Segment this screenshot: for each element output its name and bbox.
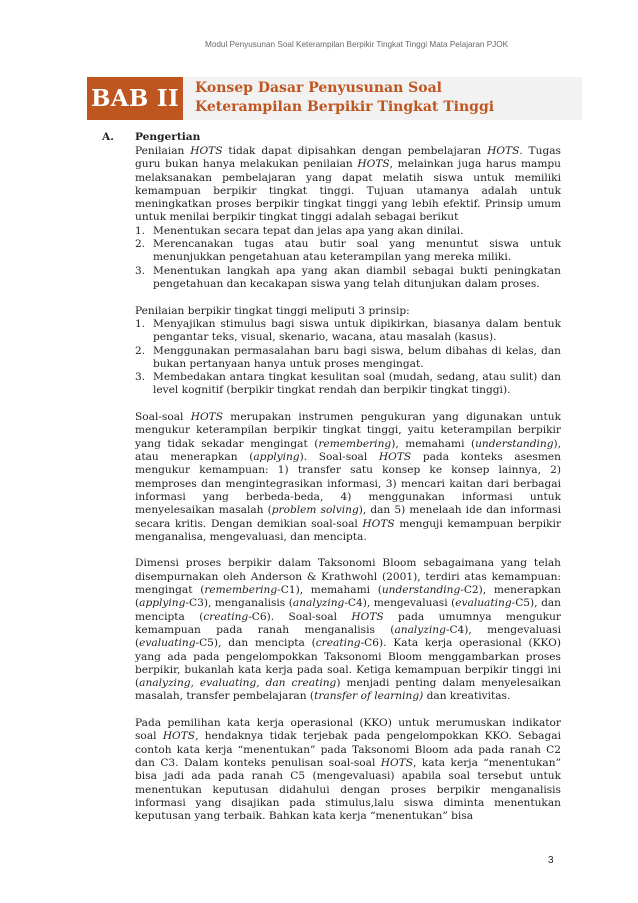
list-item [135,225,561,238]
list-item-text: Merencanakan tugas atau butir soal yang menuntut siswa untuk menunjukkan pengetahuan atau keterampilan yang mereka miliki. [153,238,561,264]
paragraph-kko: Pada pemilihan kata kerja operasional (KKO) untuk merumuskan indikator soal HOTS, hendaknya tidak terjebak pada pengelompokkan KKO. Sebagai contoh kata kerja “menentukan” pada Taksonomi Bloom ada pada ranah C2 dan C3. Dalam konteks penulisan soal-soal HOTS, kata kerja “menentukan” bisa jadi ada pada ranah C5 (mengevaluasi) apabila soal tersebut untuk menentukan keputusan didahului dengan proses berpikir menganalisis informasi yang disajikan pada stimulus,lalu siswa diminta menentukan keputusan yang terbaik. Bahkan kata kerja “menentukan” bisa [135,717,561,823]
list-item [135,265,561,292]
list-item-text: Menentukan secara tepat dan jelas apa yang akan dinilai. [153,224,464,237]
list-item-number: 2. [135,238,146,251]
list-item [135,371,561,398]
list-item-number: 3. [135,264,146,277]
chapter-title-line-2: Keterampilan Berpikir Tingkat Tinggi [195,99,495,115]
list-item [135,345,561,372]
running-header: Modul Penyusunan Soal Keterampilan Berpikir Tingkat Tinggi Mata Pelajaran PJOK [205,40,509,49]
hots-principles-list [135,318,561,398]
list-item-number: 1. [135,317,146,330]
list-item-text: Menentukan langkah apa yang akan diambil sebagai bukti peningkatan pengetahuan dan kecakapan siswa yang telah ditunjukan dalam proses. [153,264,561,290]
section-title: Pengertian [135,131,201,143]
section-heading [102,131,200,144]
chapter-label: BAB II [87,77,183,120]
principles-list [135,225,561,291]
paragraph-principles: Penilaian berpikir tingkat tinggi meliputi 3 prinsip: [135,304,410,317]
list-item-number: 2. [135,344,146,357]
body-content [135,145,561,824]
paragraph-intro: Penilaian HOTS tidak dapat dipisahkan dengan pembelajaran HOTS. Tugas guru bukan hanya melakukan penilaian HOTS, melainkan juga harus mampu melaksanakan pembelajaran yang dapat melatih siswa untuk memiliki kemampuan berpikir tingkat tinggi. Tujuan utamanya adalah untuk meningkatkan proses berpikir tingkat tinggi yang lebih efektif. Prinsip umum untuk menilai berpikir tingkat tinggi adalah sebagai berikut [135,145,561,224]
paragraph-hots-definition: Soal-soal HOTS merupakan instrumen pengukuran yang digunakan untuk mengukur keterampilan berpikir tingkat tinggi, yaitu keterampilan berpikir yang tidak sekadar mengingat (remembering), memahami (understanding), atau menerapkan (applying). Soal-soal HOTS pada konteks asesmen mengukur kemampuan: 1) transfer satu konsep ke konsep lainnya, 2) memproses dan mengintegrasikan informasi, 3) mencari kaitan dari berbagai informasi yang berbeda-beda, 4) menggunakan informasi untuk menyelesaikan masalah (problem solving), dan 5) menelaah ide dan informasi secara kritis. Dengan demikian soal-soal HOTS menguji kemampuan berpikir menganalisa, mengevaluasi, dan mencipta. [135,411,562,543]
list-item-text: Membedakan antara tingkat kesulitan soal (mudah, sedang, atau sulit) dan level kognitif (berpikir tingkat rendah dan berpikir tingkat tinggi). [153,371,561,397]
paragraph-bloom-taxonomy: Dimensi proses berpikir dalam Taksonomi Bloom sebagaimana yang telah disempurnakan oleh Anderson & Krathwohl (2001), terdiri atas kemampuan: mengingat (remembering-C1), memahami (understanding-C2), menerapkan (applying-C3), menganalisis (analyzing-C4), mengevaluasi (evaluating-C5), dan mencipta (creating-C6). Soal-soal HOTS pada umumnya mengukur kemampuan pada ranah menganalisis (analyzing-C4), mengevaluasi (evaluating-C5), dan mencipta (creating-C6). Kata kerja operasional (KKO) yang ada pada pengelompokkan Taksonomi Bloom menggambarkan proses berpikir, bukanlah kata kerja pada soal. Ketiga kemampuan berpikir tinggi ini (analyzing, evaluating, dan creating) menjadi penting dalam menyelesaikan masalah, transfer pembelajaran (transfer of learning) dan kreativitas. [135,557,562,703]
list-item [135,318,561,345]
chapter-title-line-1: Konsep Dasar Penyusunan Soal [195,80,442,96]
chapter-title-box [183,77,582,120]
list-item-number: 1. [135,224,146,237]
page-number: 3 [548,855,554,866]
list-item-text: Menyajikan stimulus bagi siswa untuk dipikirkan, biasanya dalam bentuk pengantar teks, visual, skenario, wacana, atau masalah (kasus). [153,317,561,344]
section-letter: A. [102,131,114,143]
list-item-number: 3. [135,371,146,384]
chapter-banner [87,77,582,120]
list-item [135,238,561,265]
list-item-text: Menggunakan permasalahan baru bagi siswa, belum dibahas di kelas, dan bukan pertanyaan hanya untuk proses mengingat. [153,344,561,370]
